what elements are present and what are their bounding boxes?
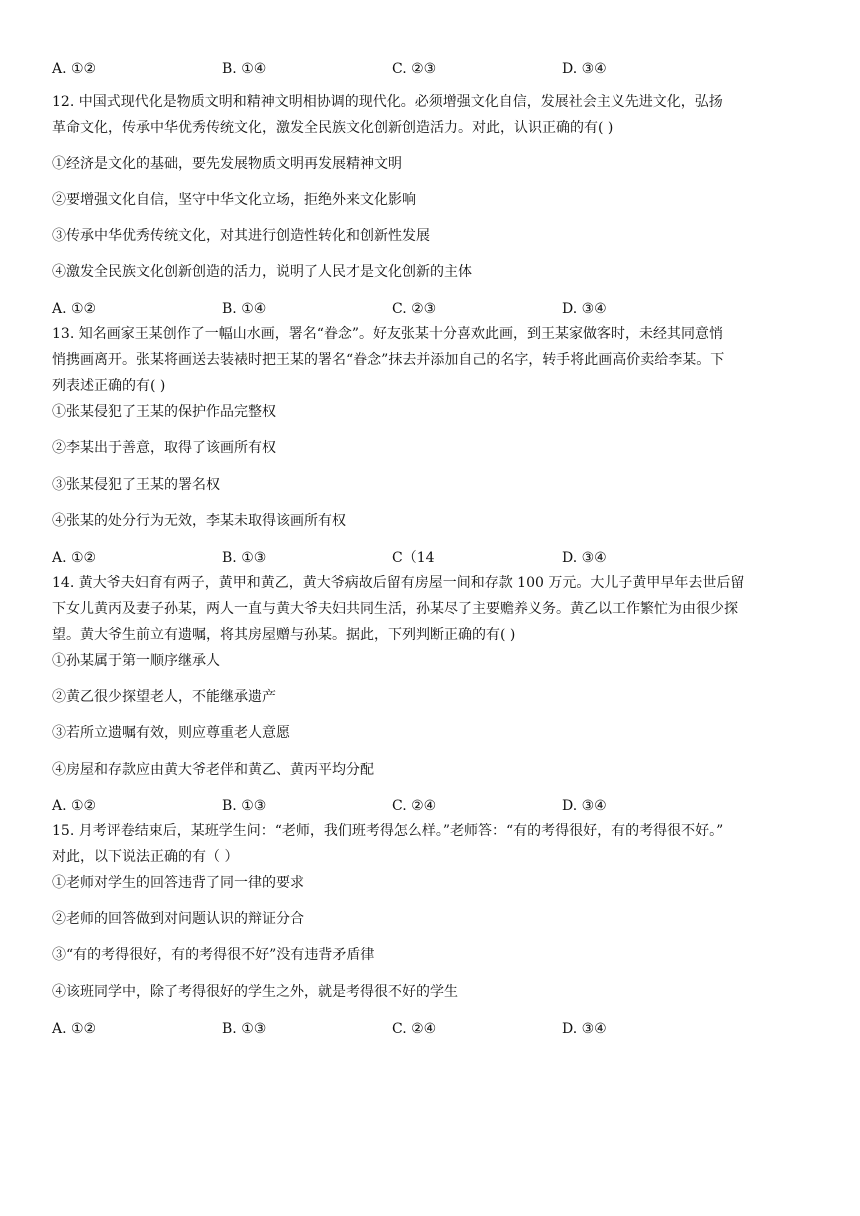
q13-statement-4: ④张某的处分行为无效，李某未取得该画所有权 (52, 513, 346, 529)
q14-stem-line: 下女儿黄丙及妻子孙某，两人一直与黄大爷夫妇共同生活，孙某尽了主要赡养义务。黄乙以工作繁忙为由很少探 (52, 601, 738, 617)
q12-stem-line: 革命文化，传承中华优秀传统文化，激发全民族文化创新创造活力。对此，认识正确的有( ) (52, 120, 614, 136)
option-a: A. ①② (52, 798, 97, 814)
q13-options (52, 549, 752, 567)
q12-statement-2: ②要增强文化自信，坚守中华文化立场，拒绝外来文化影响 (52, 192, 416, 208)
q13-stem-line: 悄携画离开。张某将画送去装裱时把王某的署名“眷念”抹去并添加自己的名字，转手将此画高价卖给李某。下 (52, 352, 725, 368)
option-d: D. ③④ (562, 301, 607, 317)
q13-statement-1: ①张某侵犯了王某的保护作品完整权 (52, 404, 276, 420)
option-d: D. ③④ (562, 798, 607, 814)
q13-stem-line: 13. 知名画家王某创作了一幅山水画，署名“眷念”。好友张某十分喜欢此画，到王某家做客时，未经其同意悄 (52, 326, 724, 342)
q15-options (52, 1020, 752, 1038)
option-c: C. ②④ (392, 798, 437, 814)
option-c: C. ②③ (392, 61, 437, 77)
q12-options (52, 300, 752, 318)
option-b: B. ①④ (222, 61, 267, 77)
q15-statement-4: ④该班同学中，除了考得很好的学生之外，就是考得很不好的学生 (52, 984, 458, 1000)
option-d: D. ③④ (562, 1021, 607, 1037)
q13-statement-2: ②李某出于善意，取得了该画所有权 (52, 440, 276, 456)
q13-statement-3: ③张某侵犯了王某的署名权 (52, 477, 220, 493)
option-a: A. ①② (52, 550, 97, 566)
q15-statement-1: ①老师对学生的回答违背了同一律的要求 (52, 875, 304, 891)
q15-stem-line: 对此，以下说法正确的有（ ） (52, 849, 239, 865)
option-a: A. ①② (52, 1021, 97, 1037)
option-a: A. ①② (52, 61, 97, 77)
q12-stem-line: 12. 中国式现代化是物质文明和精神文明相协调的现代化。必须增强文化自信，发展社会主义先进文化，弘扬 (52, 94, 723, 110)
q12-statement-4: ④激发全民族文化创新创造的活力，说明了人民才是文化创新的主体 (52, 264, 472, 280)
q14-statement-4: ④房屋和存款应由黄大爷老伴和黄乙、黄丙平均分配 (52, 762, 374, 778)
option-d: D. ③④ (562, 61, 607, 77)
option-c: C（14 (392, 550, 435, 566)
option-b: B. ①③ (222, 1021, 267, 1037)
q14-statement-3: ③若所立遗嘱有效，则应尊重老人意愿 (52, 725, 290, 741)
q14-stem-line: 望。黄大爷生前立有遗嘱，将其房屋赠与孙某。据此，下列判断正确的有( ) (52, 627, 516, 643)
q15-statement-3: ③“有的考得很好，有的考得很不好”没有违背矛盾律 (52, 947, 375, 963)
q14-statement-2: ②黄乙很少探望老人，不能继承遗产 (52, 689, 276, 705)
q14-stem-line: 14. 黄大爷夫妇育有两子，黄甲和黄乙，黄大爷病故后留有房屋一间和存款 100 万元。大儿子黄甲早年去世后留 (52, 575, 745, 591)
q12-statement-1: ①经济是文化的基础，要先发展物质文明再发展精神文明 (52, 156, 402, 172)
option-b: B. ①③ (222, 550, 267, 566)
option-b: B. ①③ (222, 798, 267, 814)
option-b: B. ①④ (222, 301, 267, 317)
q14-options (52, 797, 752, 815)
option-d: D. ③④ (562, 550, 607, 566)
option-c: C. ②③ (392, 301, 437, 317)
q15-stem-line: 15. 月考评卷结束后，某班学生问：“老师，我们班考得怎么样。”老师答：“有的考得很好，有的考得很不好。” (52, 823, 724, 839)
q14-statement-1: ①孙某属于第一顺序继承人 (52, 653, 220, 669)
q12-statement-3: ③传承中华优秀传统文化，对其进行创造性转化和创新性发展 (52, 228, 430, 244)
option-a: A. ①② (52, 301, 97, 317)
q11-options (52, 60, 752, 78)
q13-stem-line: 列表述正确的有( ) (52, 378, 166, 394)
q15-statement-2: ②老师的回答做到对问题认识的辩证分合 (52, 911, 304, 927)
option-c: C. ②④ (392, 1021, 437, 1037)
